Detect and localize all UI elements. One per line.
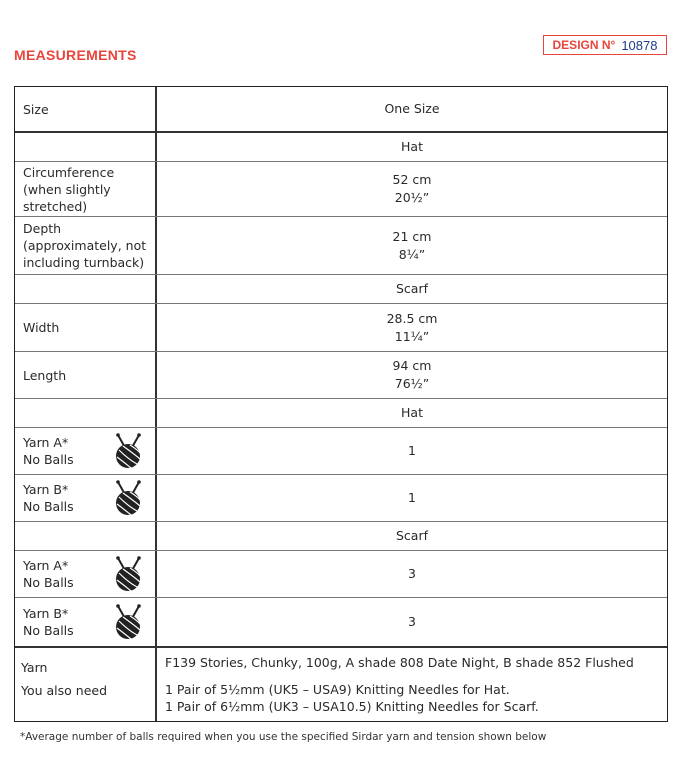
yarn-ball-needles-icon [112,556,144,592]
scarf-yarn-a-row [15,551,667,598]
size-row [15,87,667,133]
scarf-yarn-b-value: 3 [408,614,416,629]
length-label: Length [15,352,157,398]
length-row [15,352,667,399]
width-label: Width [15,304,157,351]
hat-yarn-b-row [15,475,667,522]
width-row [15,304,667,352]
scarf-yarn-b-label: Yarn B* No Balls [15,598,157,646]
section-hat-yarn-row [15,399,667,428]
circumference-row [15,162,667,217]
section-scarf-yarn-label: Scarf [395,528,428,543]
section-scarf-row [15,275,667,304]
width-value: 28.5 cm 11¼” [386,310,438,344]
yarn-label: Yarn [21,660,48,675]
page-title: MEASUREMENTS [14,47,137,63]
hat-yarn-a-row [15,428,667,475]
footnote: *Average number of balls required when you use the specified Sirdar yarn and tension shown below [20,731,547,743]
measurements-table [14,86,668,722]
depth-row [15,217,667,275]
depth-value: 21 cm 8¼” [392,228,432,262]
design-number: 10878 [621,37,658,53]
section-hat-label: Hat [401,139,423,154]
scarf-yarn-a-value: 3 [408,566,416,581]
you-also-need-label: You also need [21,683,108,698]
section-hat-yarn-label: Hat [401,405,423,420]
yarn-ball-needles-icon [112,433,144,469]
hat-yarn-b-value: 1 [408,490,416,505]
length-value: 94 cm 76½” [392,358,432,391]
depth-label: Depth (approximately, not including turnback) [15,217,157,274]
design-number-badge [543,35,667,55]
section-scarf-yarn-row [15,522,667,551]
needles-scarf: 1 Pair of 6½mm (UK3 – USA10.5) Knitting Needles for Scarf. [165,699,539,714]
circumference-label: Circumference (when slightly stretched) [15,162,157,216]
hat-yarn-a-label: Yarn A* No Balls [15,428,157,474]
needles-hat: 1 Pair of 5½mm (UK5 – USA9) Knitting Needles for Hat. [165,682,510,697]
hat-yarn-a-value: 1 [408,443,416,458]
section-hat-row [15,133,667,162]
size-value: One Size [384,101,440,116]
scarf-yarn-a-label: Yarn A* No Balls [15,551,157,597]
yarn-info-row [15,648,667,721]
yarn-ball-needles-icon [112,480,144,516]
scarf-yarn-b-row [15,598,667,648]
yarn-spec: F139 Stories, Chunky, 100g, A shade 808 Date Night, B shade 852 Flushed [165,655,634,670]
yarn-ball-needles-icon [112,604,144,640]
section-scarf-label: Scarf [395,281,428,296]
design-label: DESIGN N° [552,38,616,52]
size-label: Size [15,87,157,131]
circumference-value: 52 cm 20½” [392,172,432,205]
hat-yarn-b-label: Yarn B* No Balls [15,475,157,521]
